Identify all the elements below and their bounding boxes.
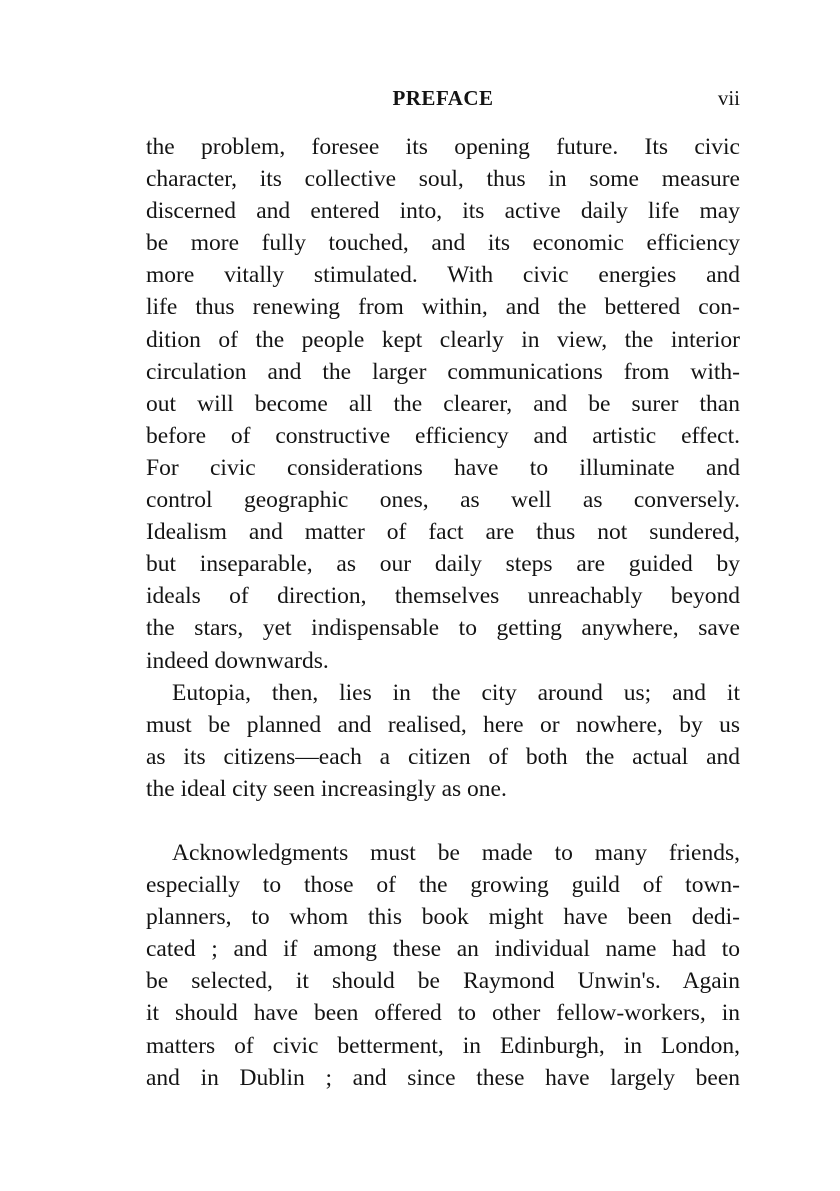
text-line: as its citizens—each a citizen of both the actual and xyxy=(146,743,740,770)
text-line: more vitally stimulated. With civic energies and xyxy=(146,262,740,289)
paragraph-2 xyxy=(146,677,740,805)
text-line: ideals of direction, themselves unreachably beyond xyxy=(146,583,740,610)
page-number: vii xyxy=(717,86,740,110)
text-line: but inseparable, as our daily steps are guided by xyxy=(146,551,740,578)
text-line: before of constructive efficiency and artistic effect. xyxy=(146,422,740,449)
body-text xyxy=(146,131,740,1094)
text-line: control geographic ones, as well as conversely. xyxy=(146,487,740,514)
text-line: matters of civic betterment, in Edinburgh, in London, xyxy=(146,1032,740,1059)
section-break xyxy=(146,805,740,837)
text-line: especially to those of the growing guild of town- xyxy=(146,872,740,899)
text-line: it should have been offered to other fellow-workers, in xyxy=(146,1000,740,1027)
paragraph-3 xyxy=(146,837,740,1094)
text-line: and in Dublin ; and since these have largely been xyxy=(146,1064,740,1091)
text-line: For civic considerations have to illuminate and xyxy=(146,454,740,481)
text-line: discerned and entered into, its active daily life may xyxy=(146,198,740,225)
text-line: cated ; and if among these an individual name had to xyxy=(146,936,740,963)
paragraph-1 xyxy=(146,131,740,677)
text-line: the problem, foresee its opening future. Its civic xyxy=(146,134,740,160)
text-line: indeed downwards. xyxy=(146,647,329,674)
running-title: PREFACE xyxy=(392,86,494,110)
text-line: planners, to whom this book might have been dedi- xyxy=(146,904,740,931)
text-line: be selected, it should be Raymond Unwin's. Again xyxy=(146,968,740,995)
text-line: Idealism and matter of fact are thus not sundered, xyxy=(146,519,740,546)
text-line: dition of the people kept clearly in view, the interior xyxy=(146,326,740,353)
text-line: Eutopia, then, lies in the city around us; and it xyxy=(172,679,740,706)
text-line: character, its collective soul, thus in some measure xyxy=(146,166,740,193)
text-line: life thus renewing from within, and the bettered con- xyxy=(146,294,740,321)
text-line: the stars, yet indispensable to getting anywhere, save xyxy=(146,615,740,642)
text-line: circulation and the larger communications from with- xyxy=(146,358,740,385)
text-line: must be planned and realised, here or nowhere, by us xyxy=(146,711,740,738)
text-line: the ideal city seen increasingly as one. xyxy=(146,775,507,802)
text-line: Acknowledgments must be made to many friends, xyxy=(172,839,740,866)
text-line: out will become all the clearer, and be surer than xyxy=(146,390,740,417)
running-head xyxy=(146,86,740,116)
text-line: be more fully touched, and its economic efficiency xyxy=(146,230,740,257)
